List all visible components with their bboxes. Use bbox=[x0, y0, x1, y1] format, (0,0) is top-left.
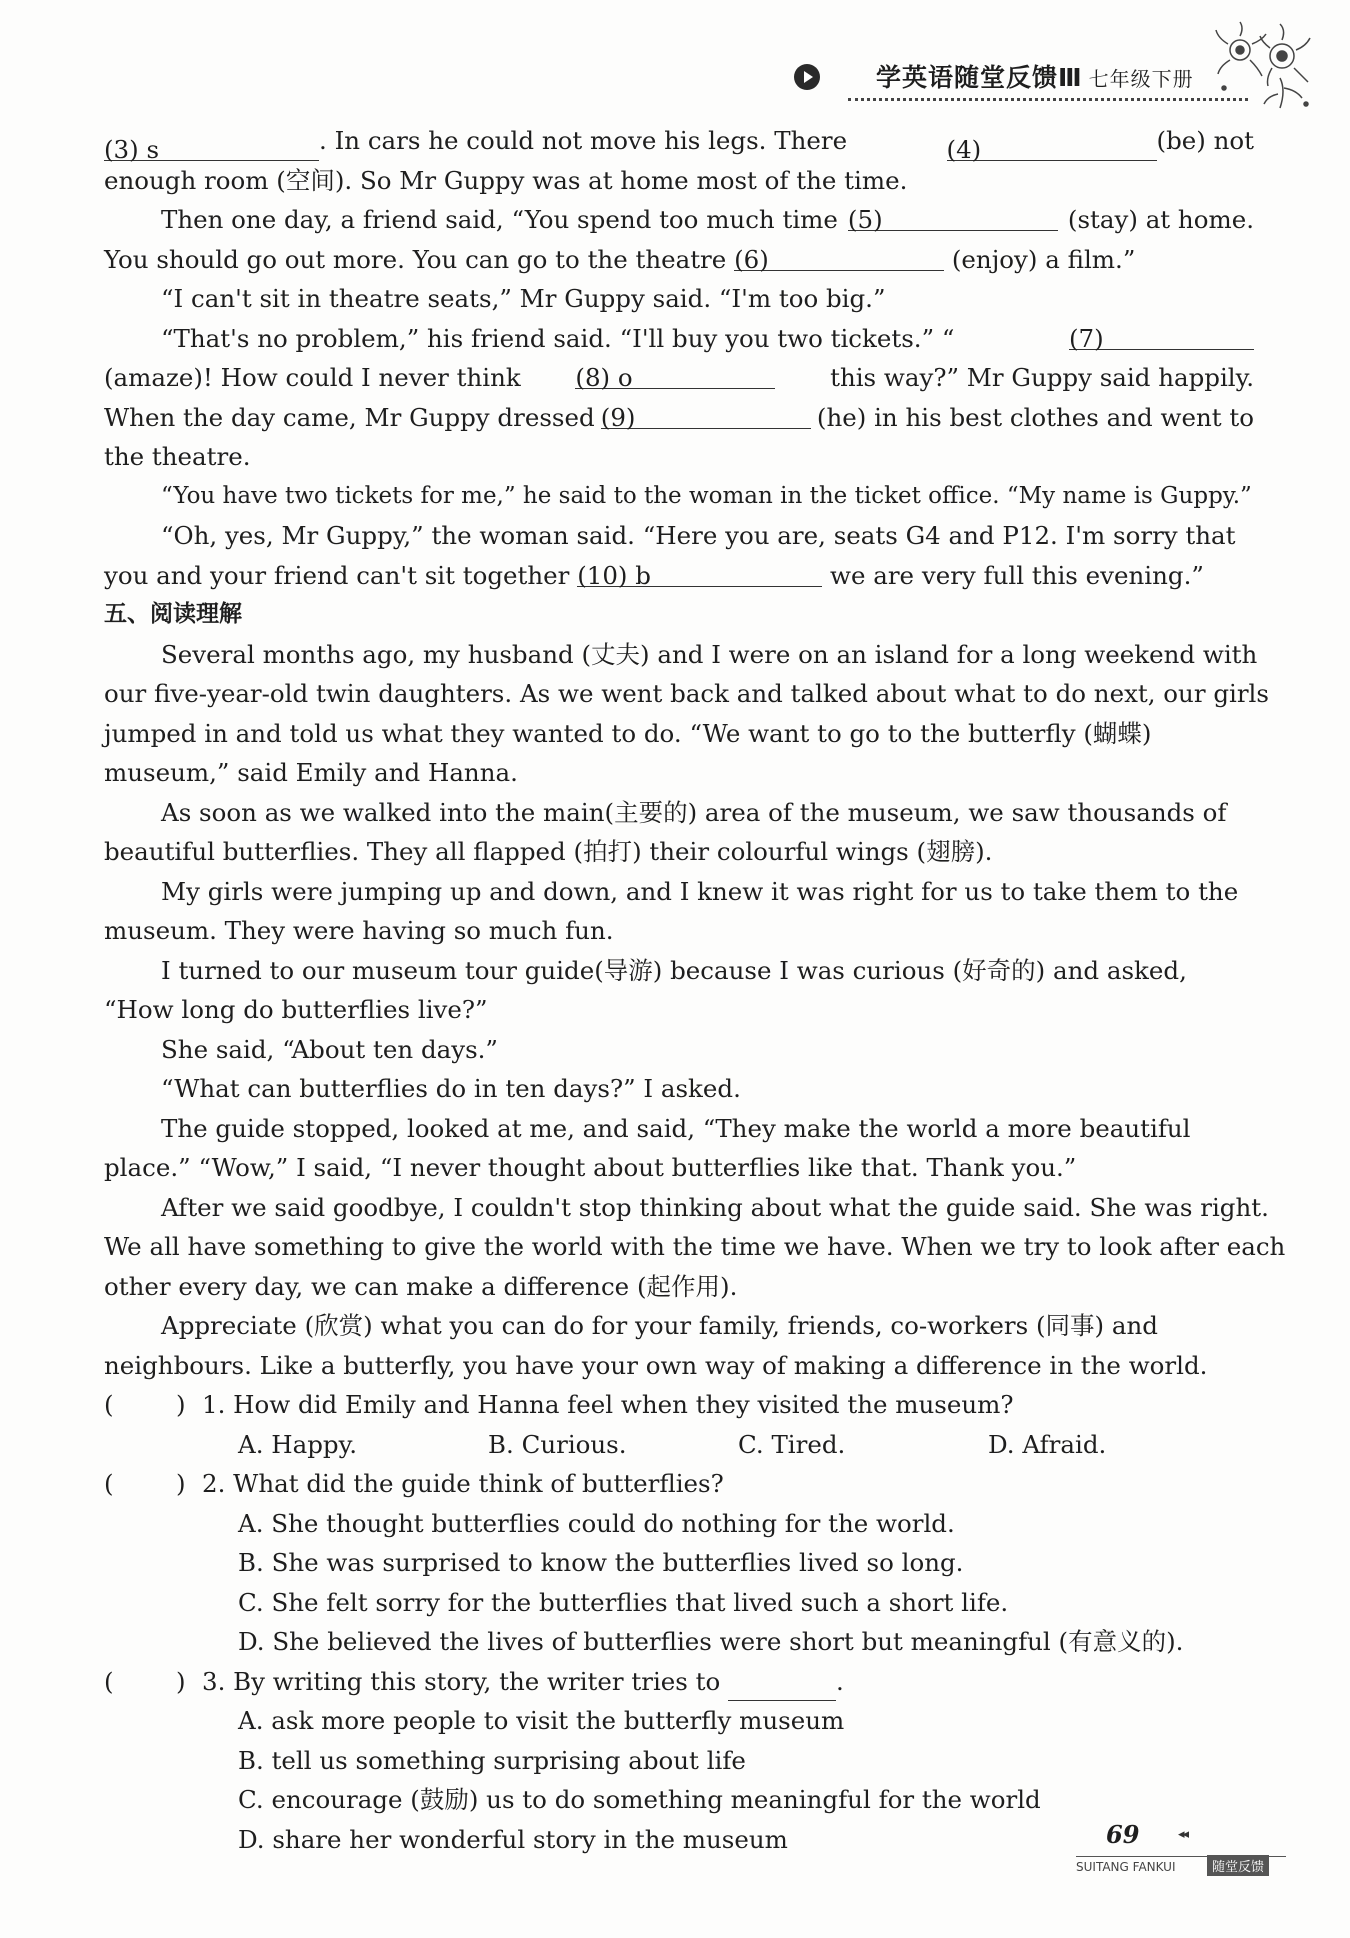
header-dotted-rule bbox=[848, 98, 1248, 101]
play-icon bbox=[794, 64, 820, 90]
option-d[interactable]: D. She believed the lives of butterflies were short but meaningful (有意义的). bbox=[238, 1627, 1184, 1656]
passage-line: you and your friend can't sit together (10) b we are very full this evening.” bbox=[104, 556, 1254, 596]
answer-blank-7[interactable]: (7) bbox=[1069, 319, 1254, 350]
reading-line: “What can butterflies do in ten days?” I asked. bbox=[161, 1074, 741, 1103]
answer-blank-10[interactable]: (10) b bbox=[577, 556, 822, 587]
flower-decoration-icon bbox=[1210, 18, 1320, 118]
option-a[interactable]: A. She thought butterflies could do nothing for the world. bbox=[238, 1508, 955, 1538]
answer-blank-8[interactable]: (8) o bbox=[575, 358, 775, 389]
passage-line: the theatre. bbox=[104, 442, 251, 471]
book-subtitle: 七年级下册 bbox=[1088, 67, 1194, 91]
reading-line: As soon as we walked into the main(主要的) area of the museum, we saw thousands of bbox=[161, 797, 1227, 827]
passage-line: You should go out more. You can go to the theatre (6) (enjoy) a film.” bbox=[104, 240, 1254, 280]
reading-line: place.” “Wow,” I said, “I never thought about butterflies like that. Thank you.” bbox=[104, 1153, 1077, 1182]
option-b[interactable]: B. She was surprised to know the butterflies lived so long. bbox=[238, 1548, 964, 1577]
option-b[interactable]: B. Curious. bbox=[488, 1429, 627, 1459]
reading-line: Appreciate (欣赏) what you can do for your family, friends, co-workers (同事) and bbox=[161, 1311, 1158, 1340]
option-c[interactable]: C. Tired. bbox=[738, 1429, 846, 1459]
passage-line: “That's no problem,” his friend said. “I'll buy you two tickets.” “ (7) bbox=[104, 319, 1254, 359]
footer-badge: 随堂反馈 bbox=[1207, 1855, 1269, 1876]
passage-line: (amaze)! How could I never think (8) o this way?” Mr Guppy said happily. bbox=[104, 358, 1254, 398]
question-2 bbox=[104, 1464, 1254, 1504]
footer-label: SUITANG FANKUI bbox=[1076, 1860, 1176, 1874]
reading-line: museum. They were having so much fun. bbox=[104, 916, 614, 945]
answer-blank-5[interactable]: (5) bbox=[848, 200, 1058, 231]
question-3 bbox=[104, 1662, 1254, 1702]
answer-blank-9[interactable]: (9) bbox=[601, 398, 811, 429]
answer-paren-open[interactable]: ( bbox=[104, 1666, 114, 1696]
reading-line: We all have something to give the world with the time we have. When we try to look after each bbox=[104, 1232, 1286, 1261]
option-b[interactable]: B. tell us something surprising about life bbox=[238, 1745, 746, 1775]
reading-line: The guide stopped, looked at me, and said, “They make the world a more beautiful bbox=[161, 1113, 1191, 1143]
passage-line: (3) s . In cars he could not move his legs. There (4) (be) not bbox=[104, 126, 1254, 164]
answer-paren-open[interactable]: ( bbox=[104, 1390, 114, 1419]
cloze-passage bbox=[104, 121, 1286, 1859]
passage-line: “Oh, yes, Mr Guppy,” the woman said. “Here you are, seats G4 and P12. I'm sorry that bbox=[161, 521, 1236, 550]
option-c[interactable]: C. She felt sorry for the butterflies that lived such a short life. bbox=[238, 1587, 1009, 1617]
reading-line: beautiful butterflies. They all flapped (拍打) their colourful wings (翅膀). bbox=[104, 837, 993, 866]
option-a[interactable]: A. ask more people to visit the butterfly museum bbox=[238, 1706, 845, 1735]
question-stem: 2. What did the guide think of butterflies? bbox=[202, 1469, 724, 1498]
book-title: 学英语随堂反馈Ⅲ 七年级下册 bbox=[876, 63, 1194, 92]
reading-line: Several months ago, my husband (丈夫) and I were on an island for a long weekend with bbox=[161, 639, 1258, 669]
passage-line: enough room (空间). So Mr Guppy was at home most of the time. bbox=[104, 165, 908, 195]
question-1 bbox=[104, 1385, 1254, 1425]
reading-line: I turned to our museum tour guide(导游) because I was curious (好奇的) and asked, bbox=[161, 955, 1187, 985]
answer-blank-6[interactable]: (6) bbox=[734, 240, 944, 271]
answer-paren-close[interactable]: ) bbox=[176, 1469, 186, 1498]
answer-paren-close[interactable]: ) bbox=[176, 1390, 186, 1419]
reading-line: other every day, we can make a difference (起作用). bbox=[104, 1271, 738, 1301]
passage-line: “You have two tickets for me,” he said to the woman in the ticket office. “My name is Guppy.” bbox=[161, 482, 1252, 509]
passage-line: When the day came, Mr Guppy dressed (9) (he) in his best clothes and went to bbox=[104, 398, 1254, 438]
page-number: 69 bbox=[1106, 1820, 1140, 1849]
reading-line: museum,” said Emily and Hanna. bbox=[104, 758, 518, 787]
reading-line: our five-year-old twin daughters. As we went back and talked about what to do next, our girls bbox=[104, 679, 1269, 708]
section-title: 五、阅读理解 bbox=[104, 601, 242, 627]
answer-paren-close[interactable]: ) bbox=[176, 1666, 186, 1696]
reading-line: “How long do butterflies live?” bbox=[104, 995, 488, 1024]
answer-blank-3[interactable]: (3) s bbox=[104, 130, 319, 161]
reading-line: She said, “About ten days.” bbox=[161, 1034, 498, 1064]
question-stem: 1. How did Emily and Hanna feel when they visited the museum? bbox=[202, 1390, 1014, 1419]
option-d[interactable]: D. share her wonderful story in the museum bbox=[238, 1824, 788, 1854]
option-a[interactable]: A. Happy. bbox=[238, 1429, 357, 1459]
reading-line: neighbours. Like a butterfly, you have your own way of making a difference in the world. bbox=[104, 1350, 1208, 1380]
passage-line: Then one day, a friend said, “You spend too much time (5) (stay) at home. bbox=[104, 200, 1254, 240]
answer-paren-open[interactable]: ( bbox=[104, 1469, 114, 1498]
answer-blank-q3[interactable] bbox=[728, 1674, 836, 1701]
question-stem: 3. By writing this story, the writer tries to . bbox=[202, 1662, 844, 1702]
arrow-left-icon: ◂◂ bbox=[1178, 1827, 1188, 1842]
passage-line: “I can't sit in theatre seats,” Mr Guppy said. “I'm too big.” bbox=[161, 284, 886, 313]
question-1-options bbox=[104, 1425, 1254, 1465]
option-c[interactable]: C. encourage (鼓励) us to do something meaningful for the world bbox=[238, 1785, 1041, 1814]
page-header bbox=[790, 52, 1250, 102]
reading-line: My girls were jumping up and down, and I knew it was right for us to take them to the bbox=[161, 876, 1239, 906]
reading-line: After we said goodbye, I couldn't stop thinking about what the guide said. She was right. bbox=[161, 1192, 1269, 1222]
answer-blank-4[interactable]: (4) bbox=[947, 130, 1157, 161]
option-d[interactable]: D. Afraid. bbox=[988, 1429, 1107, 1459]
reading-line: jumped in and told us what they wanted to do. “We want to go to the butterfly (蝴蝶) bbox=[104, 718, 1152, 748]
